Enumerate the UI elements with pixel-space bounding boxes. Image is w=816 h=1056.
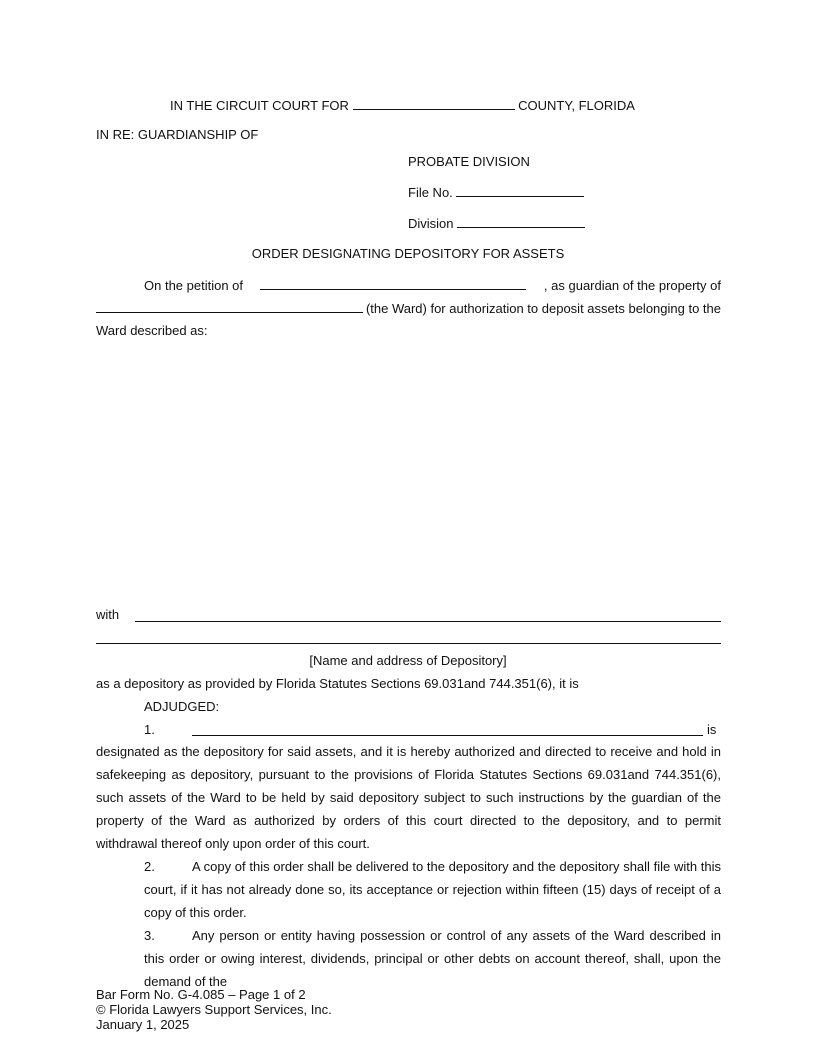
item-2-paragraph bbox=[96, 855, 721, 924]
statute-line: as a depository as provided by Florida Statutes Sections 69.031and 744.351(6), it is bbox=[96, 676, 579, 691]
depository-caption: [Name and address of Depository] bbox=[309, 653, 507, 668]
division-blank[interactable] bbox=[457, 215, 585, 228]
item-1-depository-blank[interactable] bbox=[192, 735, 703, 736]
intro-lead: On the petition of bbox=[144, 278, 244, 293]
page-footer bbox=[96, 987, 332, 1032]
form-number: Bar Form No. G-4.085 – Page 1 of 2 bbox=[96, 987, 306, 1002]
court-prefix: IN THE CIRCUIT COURT FOR bbox=[170, 98, 349, 113]
court-heading bbox=[170, 97, 635, 113]
item-3-text: Any person or entity having possession or control of any assets of the Ward described in this order or owing interest, dividends, principal or other debts on account thereof, shall, upon the demand of the bbox=[144, 928, 721, 989]
intro-mid: , as guardian of the property of bbox=[543, 278, 721, 293]
division-field bbox=[408, 215, 585, 231]
item-3-paragraph bbox=[96, 924, 721, 993]
copyright: © Florida Lawyers Support Services, Inc. bbox=[96, 1002, 332, 1017]
file-number-blank[interactable] bbox=[456, 184, 584, 197]
file-number-field bbox=[408, 184, 584, 200]
item-3-number: 3. bbox=[144, 928, 155, 943]
petitioner-blank[interactable] bbox=[260, 277, 526, 290]
intro-line-1 bbox=[144, 277, 721, 293]
file-number-label: File No. bbox=[408, 185, 453, 200]
division-label: Division bbox=[408, 216, 454, 231]
with-label: with bbox=[96, 607, 120, 622]
county-blank[interactable] bbox=[353, 97, 515, 110]
form-date: January 1, 2025 bbox=[96, 1017, 190, 1032]
document-title: ORDER DESIGNATING DEPOSITORY FOR ASSETS bbox=[251, 246, 565, 261]
depository-line-2[interactable] bbox=[96, 643, 721, 644]
probate-division-label: PROBATE DIVISION bbox=[408, 154, 530, 169]
intro-line-2 bbox=[96, 300, 721, 316]
item-1-tail: is bbox=[707, 722, 717, 737]
ward-name-blank[interactable] bbox=[96, 300, 363, 313]
item-2-number: 2. bbox=[144, 859, 155, 874]
depository-line-1[interactable] bbox=[135, 621, 721, 622]
intro-ward-tail: (the Ward) for authorization to deposit assets belonging to the bbox=[365, 301, 721, 316]
intro-line-3: Ward described as: bbox=[96, 323, 208, 338]
court-suffix: COUNTY, FLORIDA bbox=[518, 98, 635, 113]
item-2-text: A copy of this order shall be delivered to the depository and the depository shall file with this court, if it has not already done so, its acceptance or rejection within fifteen (15) days of receipt of a copy of this order. bbox=[144, 859, 721, 920]
in-re-label: IN RE: GUARDIANSHIP OF bbox=[96, 127, 259, 142]
item-1-number: 1. bbox=[144, 722, 155, 737]
adjudged-label: ADJUDGED: bbox=[144, 699, 220, 714]
item-1-text: designated as the depository for said assets, and it is hereby authorized and directed to receive and hold in safekeeping as depository, pursuant to the provisions of Florida Statutes Sections 69.031and 744.351(6), such assets of the Ward to be held by said depository subject to such instructions by the guardian of the property of the Ward as authorized by orders of this court directed to the depository, and to permit withdrawal thereof only upon order of this court. bbox=[96, 744, 721, 851]
